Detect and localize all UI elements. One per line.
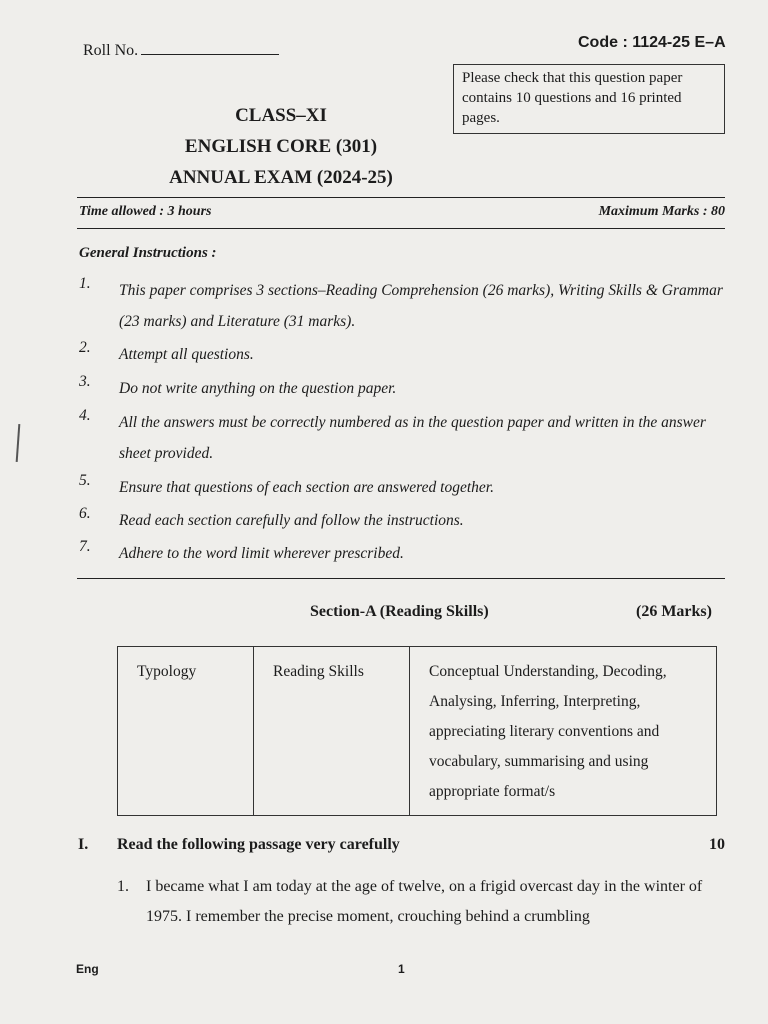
page-check-notice: Please check that this question paper contains 10 questions and 16 printed pages. (453, 64, 725, 134)
instruction-item (79, 407, 729, 469)
time-marks-row (79, 204, 725, 220)
exam-title-block (120, 100, 442, 193)
divider (77, 228, 725, 229)
instruction-item (79, 472, 729, 503)
table-cell-reading-skills: Reading Skills (254, 647, 410, 816)
table-cell-typology: Typology (118, 647, 254, 816)
instruction-text: Adhere to the word limit wherever prescribed. (119, 545, 404, 562)
instruction-number: 5. (79, 472, 91, 489)
paper-code: Code : 1124-25 E–A (578, 34, 726, 51)
passage-paragraph-number: 1. (117, 878, 129, 895)
table-row (118, 647, 717, 816)
instruction-number: 4. (79, 407, 91, 424)
roll-blank-line (141, 40, 279, 55)
divider (77, 197, 725, 198)
divider (77, 578, 725, 579)
instruction-item (79, 505, 729, 536)
question-text: Read the following passage very carefully (117, 836, 400, 853)
page-number: 1 (398, 962, 405, 976)
class-title: CLASS–XI (235, 105, 327, 126)
instruction-number: 7. (79, 538, 91, 555)
instruction-text: This paper comprises 3 sections–Reading Comprehension (26 marks), Writing Skills & Grammar (23 marks) and Literature (31 marks). (119, 282, 723, 330)
instruction-number: 1. (79, 275, 91, 292)
typology-table (117, 646, 717, 816)
subject-title: ENGLISH CORE (301) (184, 136, 378, 157)
roll-number-field (83, 40, 279, 60)
section-marks: (26 Marks) (636, 603, 712, 620)
instruction-text: Ensure that questions of each section are answered together. (119, 479, 494, 496)
time-allowed: Time allowed : 3 hours (79, 204, 212, 219)
question-marks: 10 (709, 836, 725, 853)
instruction-item (79, 538, 729, 569)
maximum-marks: Maximum Marks : 80 (598, 204, 725, 219)
instruction-number: 3. (79, 373, 91, 390)
instruction-text: All the answers must be correctly numbered as in the question paper and written in the answer sheet provided. (119, 414, 706, 462)
instruction-item (79, 373, 729, 404)
instructions-heading: General Instructions : (79, 245, 217, 261)
instruction-text: Do not write anything on the question paper. (119, 380, 397, 397)
passage-text: I became what I am today at the age of twelve, on a frigid overcast day in the winter of 1975. I remember the precise moment, crouching behind a crumbling (146, 878, 703, 925)
instruction-item (79, 275, 729, 337)
footer-subject: Eng (76, 962, 99, 976)
exam-title: ANNUAL EXAM (2024-25) (169, 167, 393, 188)
passage (117, 872, 729, 932)
instruction-item (79, 339, 729, 370)
section-title: Section-A (Reading Skills) (310, 603, 489, 620)
instruction-number: 2. (79, 339, 91, 356)
question-number: I. (78, 836, 89, 853)
table-cell-description: Conceptual Understanding, Decoding, Analysing, Inferring, Interpreting, appreciating literary conventions and vocabulary, summarising and using appropriate format/s (410, 647, 717, 816)
pen-mark (16, 424, 21, 462)
instruction-text: Attempt all questions. (119, 346, 254, 363)
instruction-number: 6. (79, 505, 91, 522)
instruction-text: Read each section carefully and follow the instructions. (119, 512, 464, 529)
roll-label: Roll No. (83, 42, 139, 59)
